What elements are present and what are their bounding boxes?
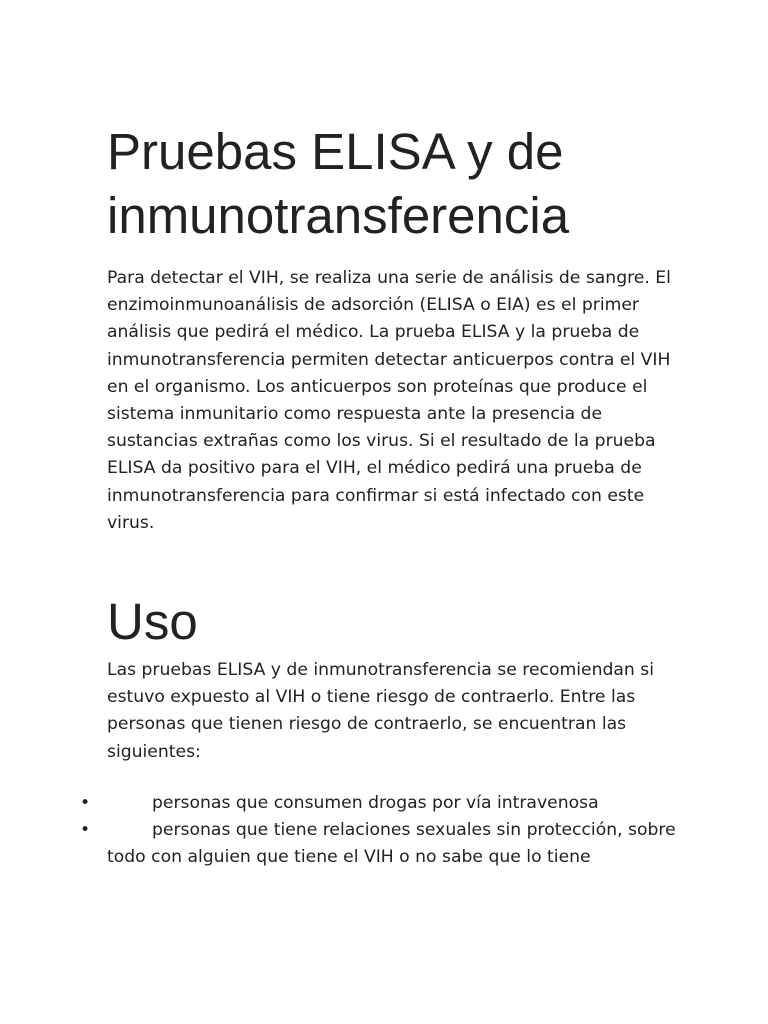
uso-paragraph: Las pruebas ELISA y de inmunotransferencia se recomiendan si estuvo expuesto al VIH o tiene riesgo de contraerlo. Entre las personas que tienen riesgo de contraerlo, se encuentran las siguientes: [107,660,655,762]
page-title: Pruebas ELISA y de inmunotransferencia [107,123,570,244]
list-item-text: personas que consumen drogas por vía intravenosa [152,793,599,813]
list-item [80,790,680,817]
risk-group-list [80,790,680,872]
intro-paragraph: Para detectar el VIH, se realiza una serie de análisis de sangre. El enzimoinmunoanálisis de adsorción (ELISA o EIA) es el primer análisis que pedirá el médico. La prueba ELISA y la prueba de inmunotransferencia permiten detectar anticuerpos contra el VIH en el organismo. Los anticuerpos son proteínas que produce el sistema inmunitario como respuesta ante la presencia de sustancias extrañas como los virus. Si el resultado de la prueba ELISA da positivo para el VIH, el médico pedirá una prueba de inmunotransferencia para confirmar si está infectado con este virus. [107,268,671,533]
bullet-icon: • [80,793,91,813]
bullet-icon: • [80,820,91,841]
section-heading-uso: Uso [107,593,198,650]
list-item [80,817,680,871]
list-item-text: personas que tiene relaciones sexuales sin protección, sobre todo con alguien que tiene el VIH o no sabe que lo tiene [107,820,676,868]
